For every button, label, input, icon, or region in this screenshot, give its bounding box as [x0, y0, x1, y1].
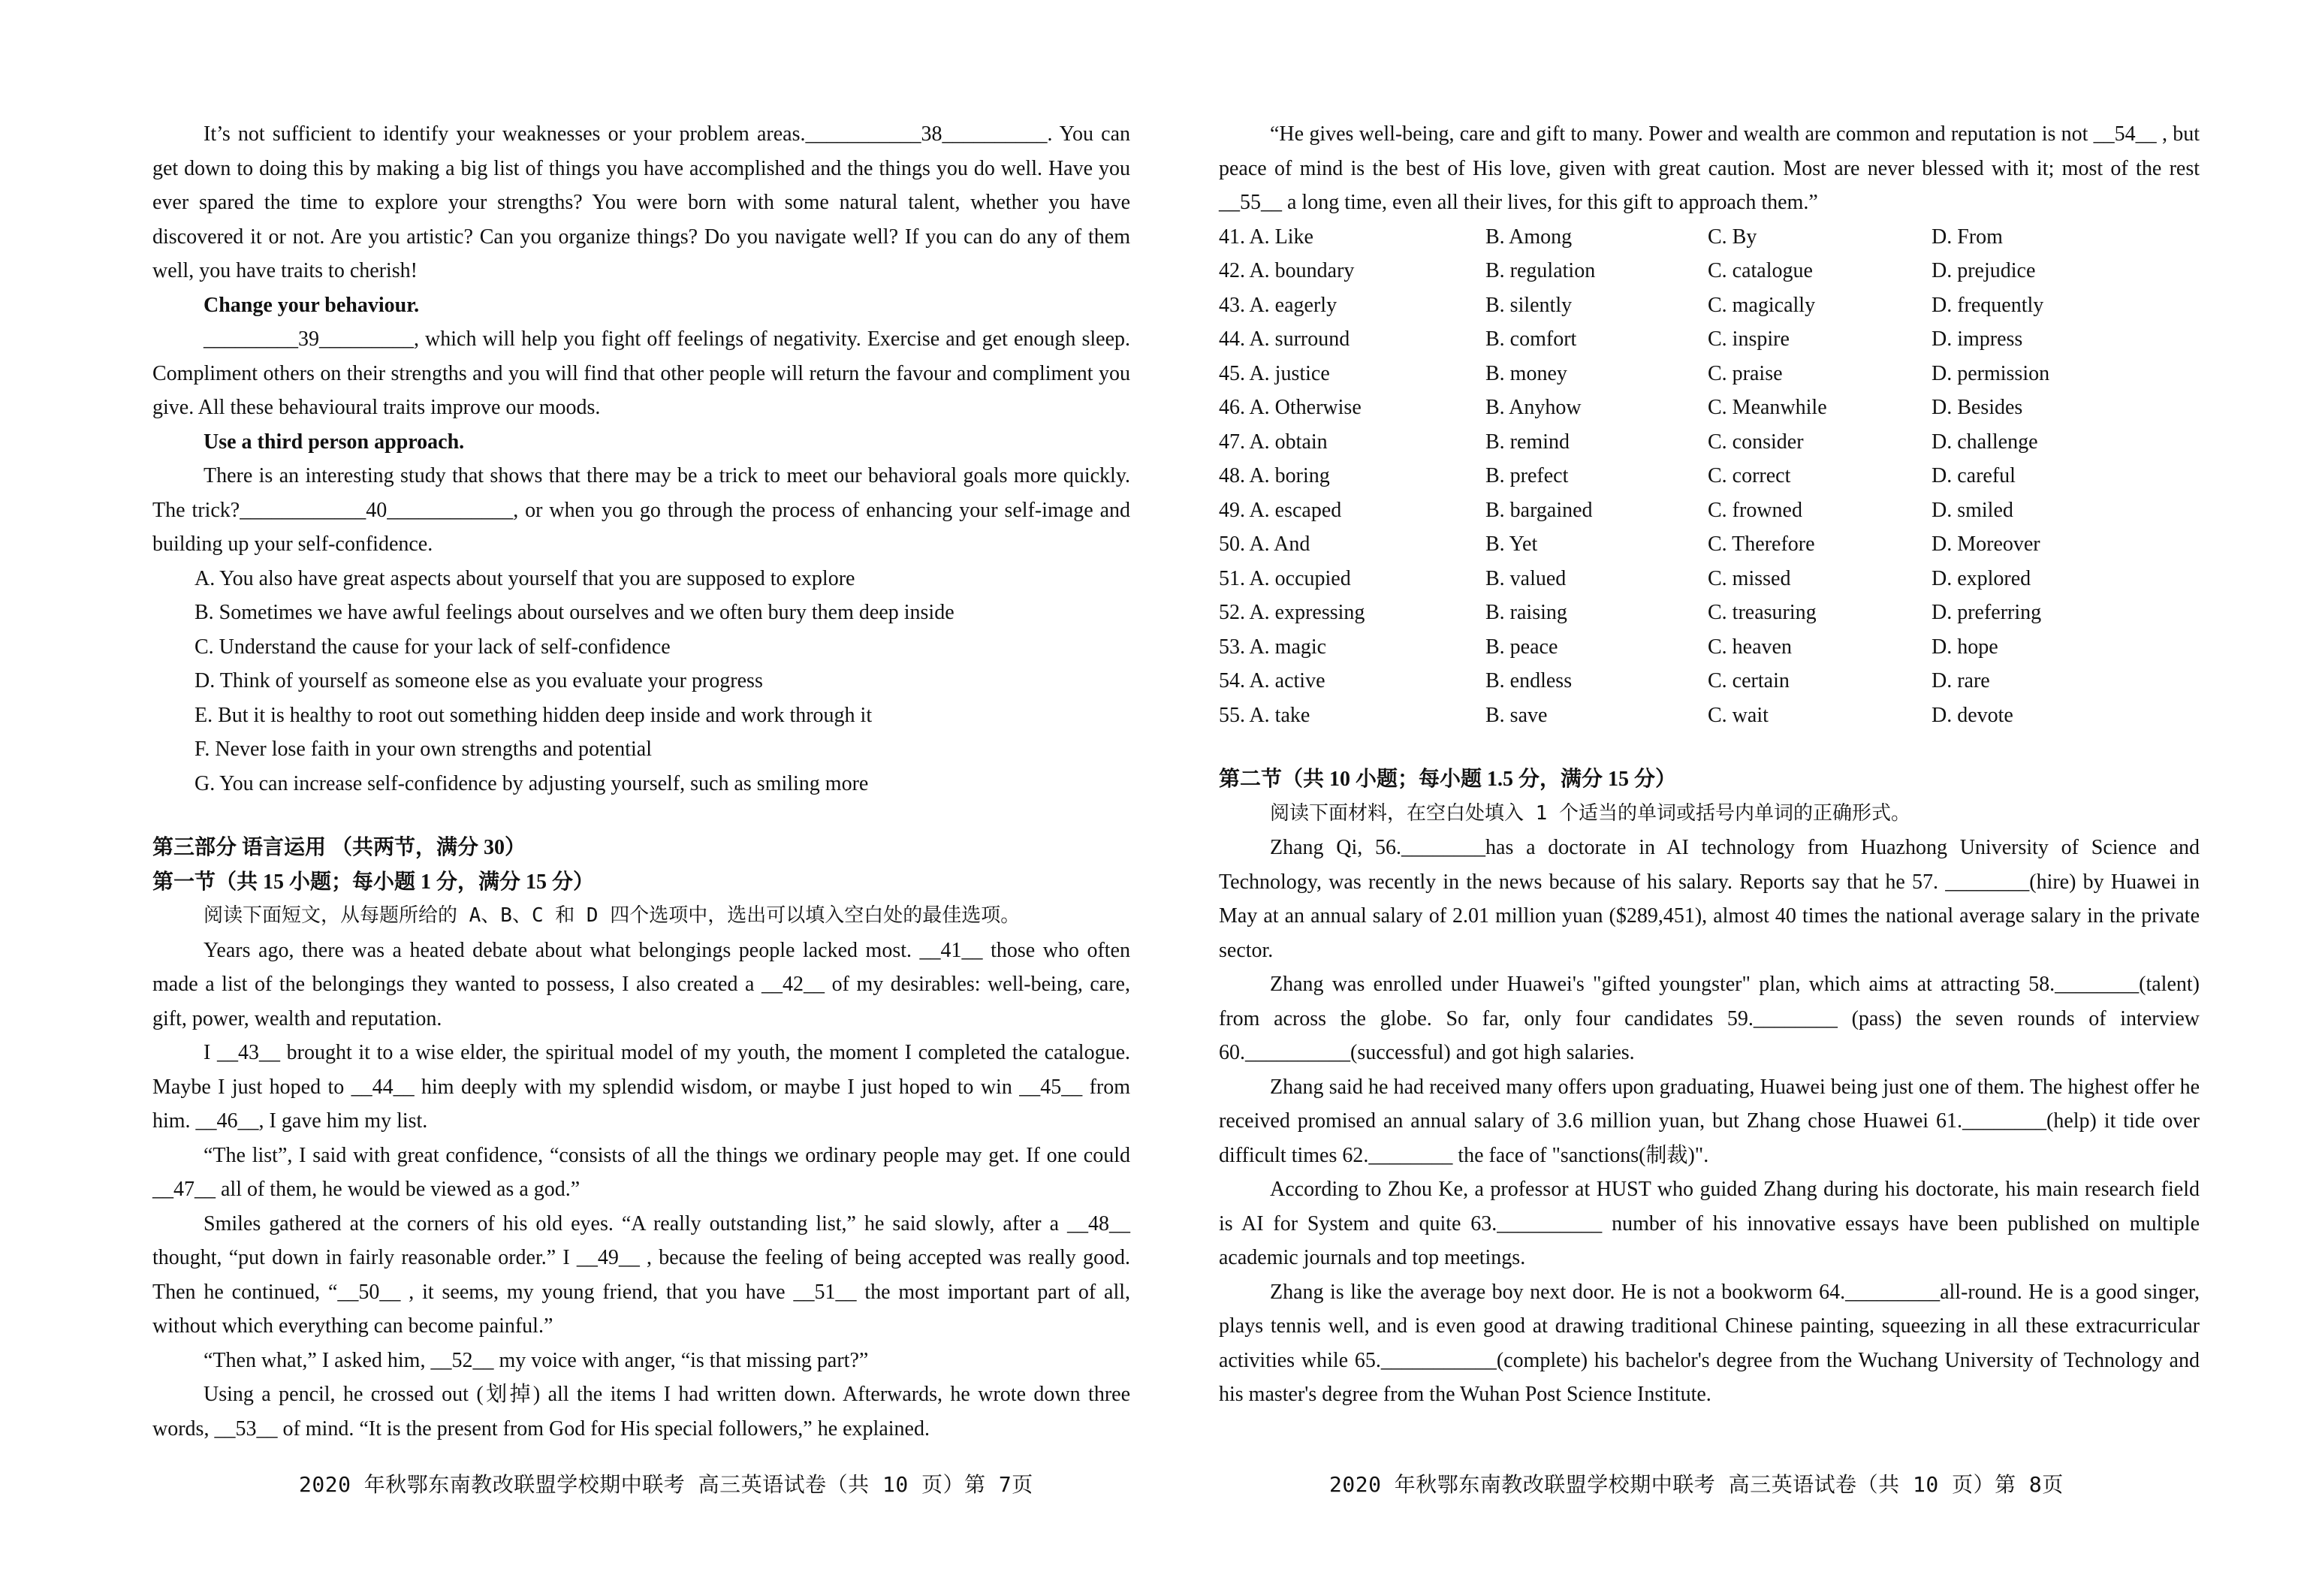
- choice-42-d: D. prejudice: [1932, 259, 2036, 282]
- cloze-paragraph: “The list”, I said with great confidence, “consists of all the things we ordinary people may get. If one could __47__ all of them, he would be viewed as a god.”: [152, 1143, 1130, 1201]
- choice-43-d: D. frequently: [1932, 293, 2044, 317]
- option-c: C. Understand the cause for your lack of self-confidence: [195, 635, 671, 659]
- choice-45-a: 45. A. justice: [1219, 361, 1330, 385]
- choice-53-a: 53. A. magic: [1219, 635, 1327, 659]
- answer-blank-39: _________39_________: [204, 327, 414, 351]
- choice-45-b: B. money: [1485, 361, 1567, 385]
- cloze-paragraph: Smiles gathered at the corners of his old eyes. “A really outstanding list,” he said slowly, after a __48__ thought, “put down in fairly reasonable order.” I __49__ , because the feeling of being accepted was really good. Then he continued, “__50__ , it seems, my young friend, that you have __51__ the most important part of all, without which everything can become painful.”: [152, 1211, 1130, 1338]
- choice-41-a: 41. A. Like: [1219, 225, 1313, 249]
- page-footer-left: 2020 年秋鄂东南教改联盟学校期中联考 高三英语试卷（共 10 页）第 7页: [299, 1472, 1033, 1497]
- choice-47-d: D. challenge: [1932, 430, 2038, 454]
- choice-44-b: B. comfort: [1485, 327, 1577, 351]
- choice-53-d: D. hope: [1932, 635, 1998, 659]
- choice-50-a: 50. A. And: [1219, 533, 1310, 556]
- choice-51-a: 51. A. occupied: [1219, 566, 1351, 590]
- section-one-title: 第一节（共 15 小题；每小题 1 分，满分 15 分）: [152, 870, 595, 894]
- grammar-paragraph: Zhang is like the average boy next door. He is not a bookworm 64._________all-round. He is a good singer, plays tennis well, and is even good at drawing traditional Chinese painting, squeezing in all these extracurricular activities while 65.___________(complete) his bachelor's degree from the Wuchang University of Technology and his master's degree from the Wuhan Post Science Institute.: [1219, 1280, 2200, 1406]
- choice-46-c: C. Meanwhile: [1708, 396, 1827, 419]
- choice-50-c: C. Therefore: [1708, 533, 1815, 556]
- choice-51-d: D. explored: [1932, 566, 2031, 590]
- paragraph-text: . You can get down to doing this by making a big list of things you have accomplished and the things you do well. Have you ever spared the time to explore your strengths? You were born with some natural talent, whether you have discovered it or not. Are you artistic? Can you organize things? Do you navigate well? If you can do any of them well, you have traits to cherish!: [152, 122, 1130, 282]
- choice-55-a: 55. A. take: [1219, 703, 1310, 727]
- cloze-choices-table: [1219, 220, 2200, 733]
- option-d: D. Think of yourself as someone else as you evaluate your progress: [195, 669, 763, 692]
- paragraph-text: , or when you go through the process of enhancing your self-image and building up your self-confidence.: [152, 498, 1131, 556]
- choice-53-b: B. peace: [1485, 635, 1558, 659]
- answer-blank-38: ___________38__________: [805, 122, 1048, 146]
- choice-49-c: C. frowned: [1708, 498, 1802, 522]
- choice-54-b: B. endless: [1485, 669, 1573, 692]
- choice-54-a: 54. A. active: [1219, 669, 1325, 692]
- choice-49-d: D. smiled: [1932, 498, 2013, 522]
- paragraph-40: [152, 459, 1130, 562]
- choice-48-d: D. careful: [1932, 464, 2016, 487]
- option-g: G. You can increase self-confidence by adjusting yourself, such as smiling more: [195, 771, 869, 795]
- choice-50-d: D. Moreover: [1932, 533, 2040, 556]
- cloze-paragraph-end: “He gives well-being, care and gift to many. Power and wealth are common and reputation is not __54__ , but peace of mind is the best of His love, given with great caution. Most are never blessed with it; most of the rest __55__ a long time, even all their lives, for this gift to approach them.”: [1219, 122, 2200, 214]
- choice-41-b: B. Among: [1485, 225, 1573, 249]
- choice-42-a: 42. A. boundary: [1219, 259, 1355, 282]
- choice-41-c: C. By: [1708, 225, 1757, 249]
- choice-49-a: 49. A. escaped: [1219, 498, 1342, 522]
- heading-change-behaviour: Change your behaviour.: [204, 293, 420, 317]
- cloze-paragraph: “Then what,” I asked him, __52__ my voice with anger, “is that missing part?”: [204, 1348, 869, 1372]
- option-f: F. Never lose faith in your own strengths and potential: [195, 738, 652, 761]
- choice-46-b: B. Anyhow: [1485, 396, 1582, 419]
- choice-51-b: B. valued: [1485, 566, 1567, 590]
- part-three-title: 第三部分 语言运用 （共两节，满分 30）: [152, 836, 526, 859]
- cloze-paragraph: Years ago, there was a heated debate about what belongings people lacked most. __41__ those who often made a list of the belongings they wanted to possess, I also created a __42__ of my desirables: well-being, care, gift, power, wealth and reputation.: [152, 938, 1130, 1030]
- choice-43-b: B. silently: [1485, 293, 1573, 317]
- cloze-paragraph: Using a pencil, he crossed out (划掉) all the items I had written down. Afterwards, he wrote down three words, __53__ of mind. “It is the present from God for His special followers,” he explained.: [152, 1383, 1130, 1441]
- choice-54-c: C. certain: [1708, 669, 1790, 692]
- choice-49-b: B. bargained: [1485, 498, 1593, 522]
- choice-46-a: 46. A. Otherwise: [1219, 396, 1362, 419]
- choice-51-c: C. missed: [1708, 566, 1791, 590]
- heading-third-person: Use a third person approach.: [204, 430, 465, 454]
- choice-42-c: C. catalogue: [1708, 259, 1813, 282]
- seven-choice-options: [152, 562, 1130, 801]
- section-one-instruction: 阅读下面短文，从每题所给的 A、B、C 和 D 四个选项中，选出可以填入空白处的最佳选项。: [204, 904, 1021, 927]
- passage-intro-paragraph: [152, 117, 1130, 288]
- paragraph-text: There is an interesting study that shows that there may be a trick to meet our behavioral goals more quickly. The trick?: [152, 464, 1130, 522]
- choice-48-b: B. prefect: [1485, 464, 1569, 487]
- choice-44-d: D. impress: [1932, 327, 2023, 351]
- grammar-paragraph: According to Zhou Ke, a professor at HUST who guided Zhang during his doctorate, his main research field is AI for System and quite 63.__________ number of his innovative essays have been published on multiple academic journals and top meetings.: [1219, 1178, 2200, 1269]
- choice-48-a: 48. A. boring: [1219, 464, 1330, 487]
- choice-52-d: D. preferring: [1932, 601, 2042, 624]
- page-footer-right: 2020 年秋鄂东南教改联盟学校期中联考 高三英语试卷（共 10 页）第 8页: [1329, 1472, 2064, 1497]
- option-e: E. But it is healthy to root out something hidden deep inside and work through it: [195, 703, 873, 727]
- grammar-paragraph: Zhang was enrolled under Huawei's "gifted youngster" plan, which aims at attracting 58.________(talent) from across the globe. So far, only four candidates 59.________ (pass) the seven rounds of interview 60.__________(successful) and got high salaries.: [1219, 973, 2200, 1064]
- choice-47-b: B. remind: [1485, 430, 1570, 454]
- choice-44-c: C. inspire: [1708, 327, 1790, 351]
- grammar-paragraph: Zhang said he had received many offers upon graduating, Huawei being just one of them. The highest offer he received promised an annual salary of 3.6 million yuan, but Zhang chose Huawei 61.________(help) it tide over difficult times 62.________ the face of "sanctions(制裁)".: [1219, 1075, 2200, 1167]
- choice-41-d: D. From: [1932, 225, 2003, 249]
- option-a: A. You also have great aspects about yourself that you are supposed to explore: [195, 566, 855, 590]
- paragraph-39: [152, 322, 1130, 425]
- choice-52-a: 52. A. expressing: [1219, 601, 1365, 624]
- choice-47-a: 47. A. obtain: [1219, 430, 1328, 454]
- choice-47-c: C. consider: [1708, 430, 1804, 454]
- cloze-paragraph: I __43__ brought it to a wise elder, the spiritual model of my youth, the moment I completed the catalogue. Maybe I just hoped to __44__ him deeply with my splendid wisdom, or maybe I just hoped to win __45__ from him. __46__, I gave him my list.: [152, 1041, 1130, 1133]
- paragraph-text: It’s not sufficient to identify your weaknesses or your problem areas.: [204, 122, 806, 146]
- choice-44-a: 44. A. surround: [1219, 327, 1350, 351]
- choice-55-b: B. save: [1485, 703, 1548, 727]
- choice-45-d: D. permission: [1932, 361, 2050, 385]
- choice-42-b: B. regulation: [1485, 259, 1596, 282]
- choice-52-b: B. raising: [1485, 601, 1567, 624]
- paragraph-text: , which will help you fight off feelings of negativity. Exercise and get enough sleep. Compliment others on their strengths and you will find that other people will return the favour and compliment you give. All these behavioural traits improve our moods.: [152, 327, 1130, 419]
- section-two-title: 第二节（共 10 小题；每小题 1.5 分，满分 15 分）: [1219, 768, 1677, 791]
- choice-52-c: C. treasuring: [1708, 601, 1817, 624]
- choice-55-c: C. wait: [1708, 703, 1769, 727]
- section-two-instruction: 阅读下面材料，在空白处填入 1 个适当的单词或括号内单词的正确形式。: [1270, 801, 1910, 825]
- choice-43-c: C. magically: [1708, 293, 1816, 317]
- choice-46-d: D. Besides: [1932, 396, 2023, 419]
- left-page-column: [152, 117, 1130, 1446]
- choice-43-a: 43. A. eagerly: [1219, 293, 1337, 317]
- grammar-paragraph: Zhang Qi, 56.________has a doctorate in AI technology from Huazhong University of Science and Technology, was recently in the news because of his salary. Reports say that he 57. ________(hire) by Huawei in May at an annual salary of 2.01 million yuan ($289,451), almost 40 times the national average salary in the private sector.: [1219, 836, 2200, 962]
- choice-50-b: B. Yet: [1485, 533, 1538, 556]
- choice-45-c: C. praise: [1708, 361, 1783, 385]
- answer-blank-40: ____________40____________: [240, 498, 514, 522]
- choice-55-d: D. devote: [1932, 703, 2013, 727]
- choice-53-c: C. heaven: [1708, 635, 1792, 659]
- right-page-column: [1219, 117, 2200, 1412]
- choice-48-c: C. correct: [1708, 464, 1791, 487]
- choice-54-d: D. rare: [1932, 669, 1990, 692]
- option-b: B. Sometimes we have awful feelings about ourselves and we often bury them deep inside: [195, 601, 954, 624]
